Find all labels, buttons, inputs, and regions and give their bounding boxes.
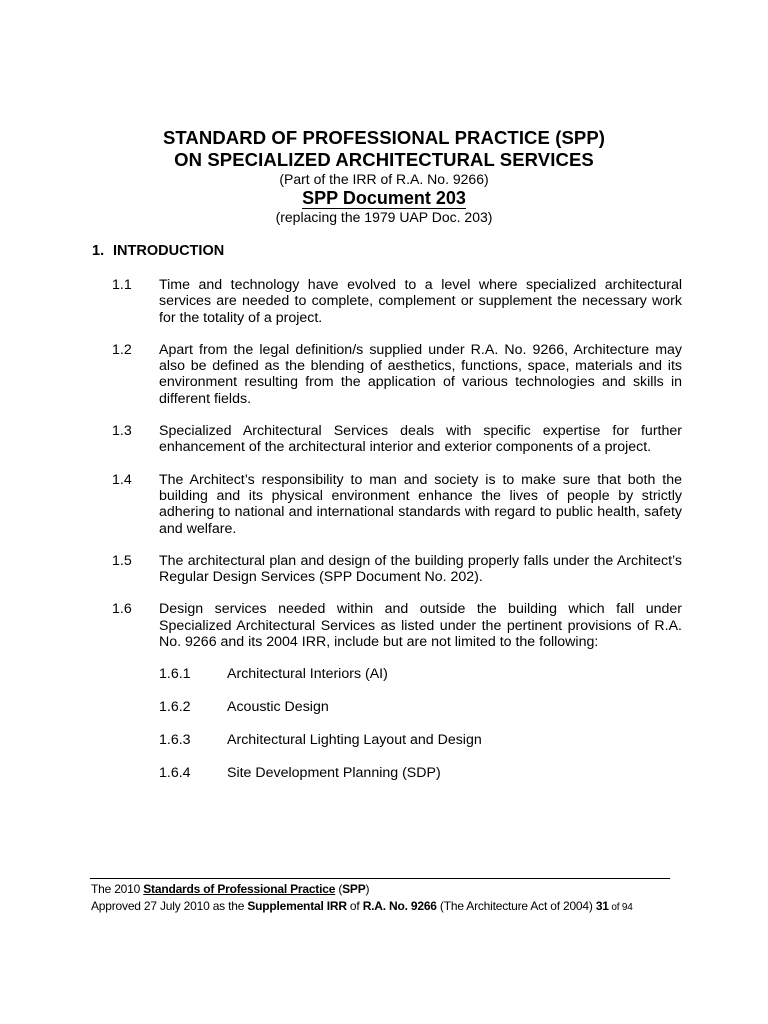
subitem-list: [159, 666, 682, 781]
item-text: The architectural plan and design of the building properly falls under the Architect’s Regular Design Services (SPP Document No. 202).: [159, 552, 682, 586]
subitem-text: Site Development Planning (SDP): [227, 764, 441, 781]
document-number: SPP Document 203: [302, 188, 466, 208]
section-heading: [92, 242, 224, 260]
item-number: 1.5: [112, 552, 132, 569]
subitem-number: 1.6.4: [159, 764, 191, 781]
footer-standards-title: Standards of Professional Practice: [143, 882, 336, 896]
item-number: 1.2: [112, 341, 132, 358]
section-title: INTRODUCTION: [113, 243, 225, 259]
sub-list-item: [159, 765, 682, 781]
item-text: Apart from the legal definition/s supplied under R.A. No. 9266, Architecture may also be defined as the blending of aesthetics, functions, space, materials and its environment resulting from the application of various technologies and skills in different fields.: [159, 341, 682, 407]
title-block: [0, 127, 768, 226]
footer-spp-abbrev: SPP: [342, 882, 366, 896]
footer-line-2: [91, 898, 691, 916]
page-total: of 94: [608, 902, 633, 913]
item-text: Specialized Architectural Services deals with specific expertise for further enhancement of the architectural interior and exterior components of a project.: [159, 423, 682, 456]
footer-text: (: [335, 882, 343, 896]
subitem-number: 1.6.3: [159, 731, 191, 748]
list-item: [112, 423, 682, 456]
item-text: Time and technology have evolved to a level where specialized architectural services are needed to complete, complement or supplement the necessary work for the totality of a project.: [159, 277, 682, 326]
footer-text: (The Architecture Act of 2004): [436, 899, 596, 913]
sub-list-item: [159, 699, 682, 715]
item-text: The Architect’s responsibility to man and society is to make sure that both the building and its physical environment enhance the lives of people by strictly adhering to national and international standards with regard to public health, safety and welfare.: [159, 471, 682, 537]
list-item: [112, 342, 682, 407]
footer-ra-number: R.A. No. 9266: [362, 899, 437, 913]
footer-text: ): [365, 882, 370, 896]
footer-text: Approved 27 July 2010 as the: [91, 899, 248, 913]
list-item: [112, 553, 682, 586]
item-text: Design services needed within and outside the building which fall under Specialized Architectural Services as listed under the pertinent provisions of R.A. No. 9266 and its 2004 IRR, include but are not limited to the following:: [159, 601, 682, 651]
sub-list-item: [159, 732, 682, 748]
footer-text: The 2010: [91, 882, 144, 896]
footer-text: of: [346, 899, 363, 913]
footer-supplemental-irr: Supplemental IRR: [247, 899, 347, 913]
section-number: 1.: [92, 243, 105, 259]
page-footer: [91, 881, 691, 916]
subitem-number: 1.6.2: [159, 699, 191, 716]
subitem-text: Architectural Lighting Layout and Design: [227, 731, 482, 748]
list-item: [112, 472, 682, 537]
item-number: 1.4: [112, 471, 132, 488]
item-number: 1.1: [112, 277, 132, 293]
item-list: [112, 277, 682, 798]
subitem-text: Architectural Interiors (AI): [227, 666, 388, 683]
footer-divider: [90, 878, 670, 879]
list-item: [112, 601, 682, 650]
subitem-number: 1.6.1: [159, 666, 191, 683]
list-item: [112, 277, 682, 326]
subitem-text: Acoustic Design: [227, 699, 329, 716]
page-number: 31: [595, 899, 609, 913]
document-title-line-1: STANDARD OF PROFESSIONAL PRACTICE (SPP): [162, 127, 606, 148]
document-replacing-note: (replacing the 1979 UAP Doc. 203): [275, 209, 493, 225]
document-title-line-2: ON SPECIALIZED ARCHITECTURAL SERVICES: [174, 149, 594, 170]
sub-list-item: [159, 666, 682, 682]
item-number: 1.3: [112, 423, 132, 440]
footer-line-1: [91, 881, 691, 898]
item-number: 1.6: [112, 601, 132, 618]
document-subtitle: (Part of the IRR of R.A. No. 9266): [279, 171, 489, 187]
